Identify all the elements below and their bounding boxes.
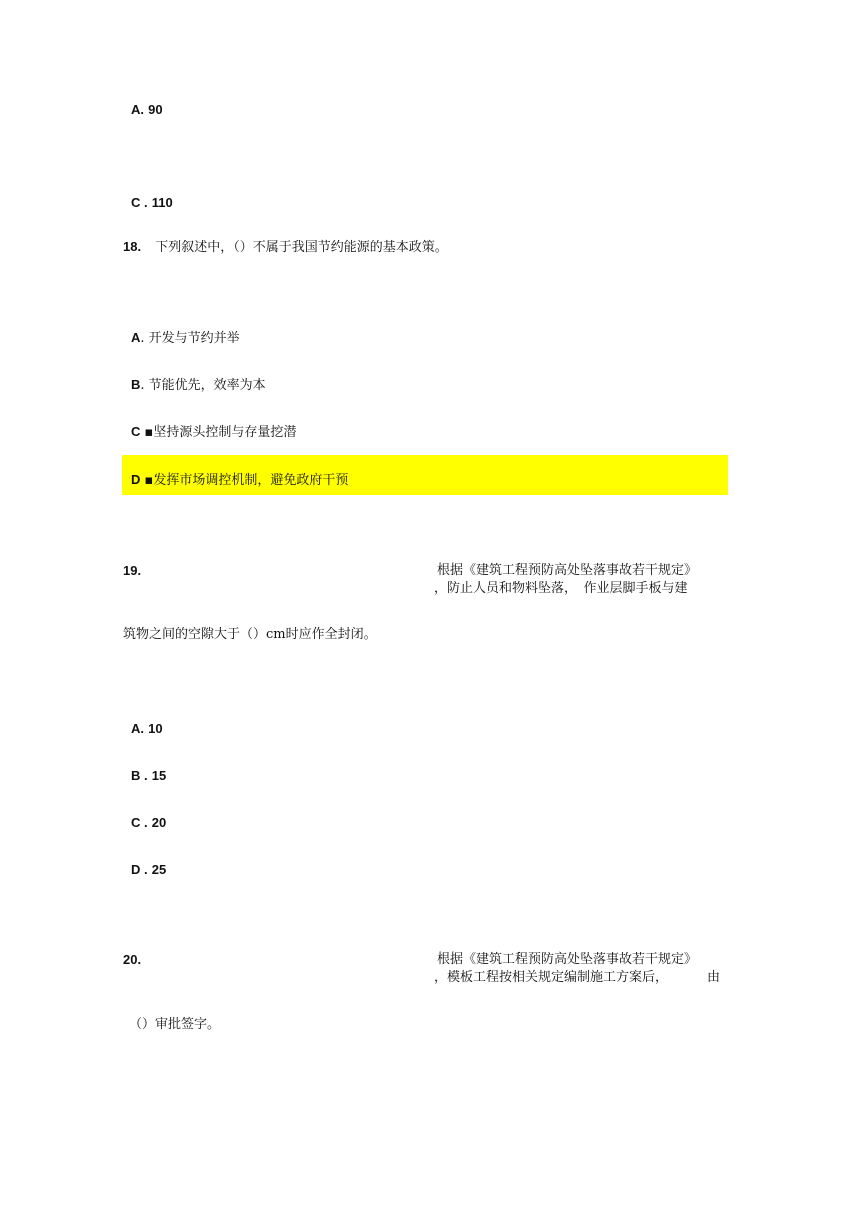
q18-option-c-letter: C: [131, 424, 141, 439]
q18-option-d: [131, 471, 348, 490]
q19-option-b-letter: B .: [131, 768, 148, 783]
q19-option-a-letter: A.: [131, 721, 144, 736]
q18-option-a-letter: A: [131, 330, 141, 345]
q18-option-a-text: . 开发与节约并举: [140, 331, 240, 346]
q19-option-d: [131, 861, 166, 880]
q20-stem-line3: （）审批签字。: [129, 1017, 221, 1032]
q17-option-c-letter: C .: [131, 195, 148, 210]
q19-option-d-text: 25: [151, 862, 167, 877]
q20-stem-line1: 根据《建筑工程预防高处坠落事故若干规定》: [437, 952, 698, 967]
q19-option-c: [131, 814, 166, 833]
q19-option-c-text: 20: [151, 815, 167, 830]
q18-number: 18.: [123, 239, 142, 254]
q18-option-b-letter: B: [131, 377, 141, 392]
q19-option-a: [131, 720, 163, 739]
q18-option-d-text: ▪发挥市场调控机制，避免政府干预: [144, 473, 349, 488]
q18-option-d-letter: D: [131, 472, 141, 487]
q18-option-a: [131, 329, 240, 348]
q19-option-c-letter: C .: [131, 815, 148, 830]
q19-stem-line1: 根据《建筑工程预防高处坠落事故若干规定》: [437, 563, 698, 578]
q19-stem-line3: 筑物之间的空隙大于（）cm时应作全封闭。: [123, 627, 377, 642]
q18-option-c-text: ▪坚持源头控制与存量挖潜: [144, 425, 297, 440]
q18-option-c: [131, 423, 296, 442]
q18-stem-text: 下列叙述中，（）不属于我国节约能源的基本政策。: [155, 240, 448, 255]
q18-stem: [123, 238, 448, 257]
q19-option-d-letter: D .: [131, 862, 148, 877]
q20-stem-line2: ，模板工程按相关规定编制施工方案后，: [434, 970, 669, 985]
q17-option-c-text: 110: [151, 195, 173, 210]
q17-option-c: [131, 194, 173, 213]
q19-option-a-text: 10: [148, 721, 163, 736]
q19-option-b: [131, 767, 166, 786]
q19-stem-line2: ，防止人员和物料坠落， 作业层脚手板与建: [434, 581, 688, 596]
q17-option-a: [131, 101, 163, 120]
q20-number: 20.: [123, 952, 142, 967]
q18-option-b: [131, 376, 266, 395]
q19-number: 19.: [123, 563, 142, 578]
q20-stem-line2-end: 由: [707, 970, 721, 985]
q19-option-b-text: 15: [151, 768, 167, 783]
q17-option-a-letter: A.: [131, 102, 144, 117]
q17-option-a-text: 90: [148, 102, 163, 117]
q18-option-b-text: . 节能优先，效率为本: [140, 378, 266, 393]
